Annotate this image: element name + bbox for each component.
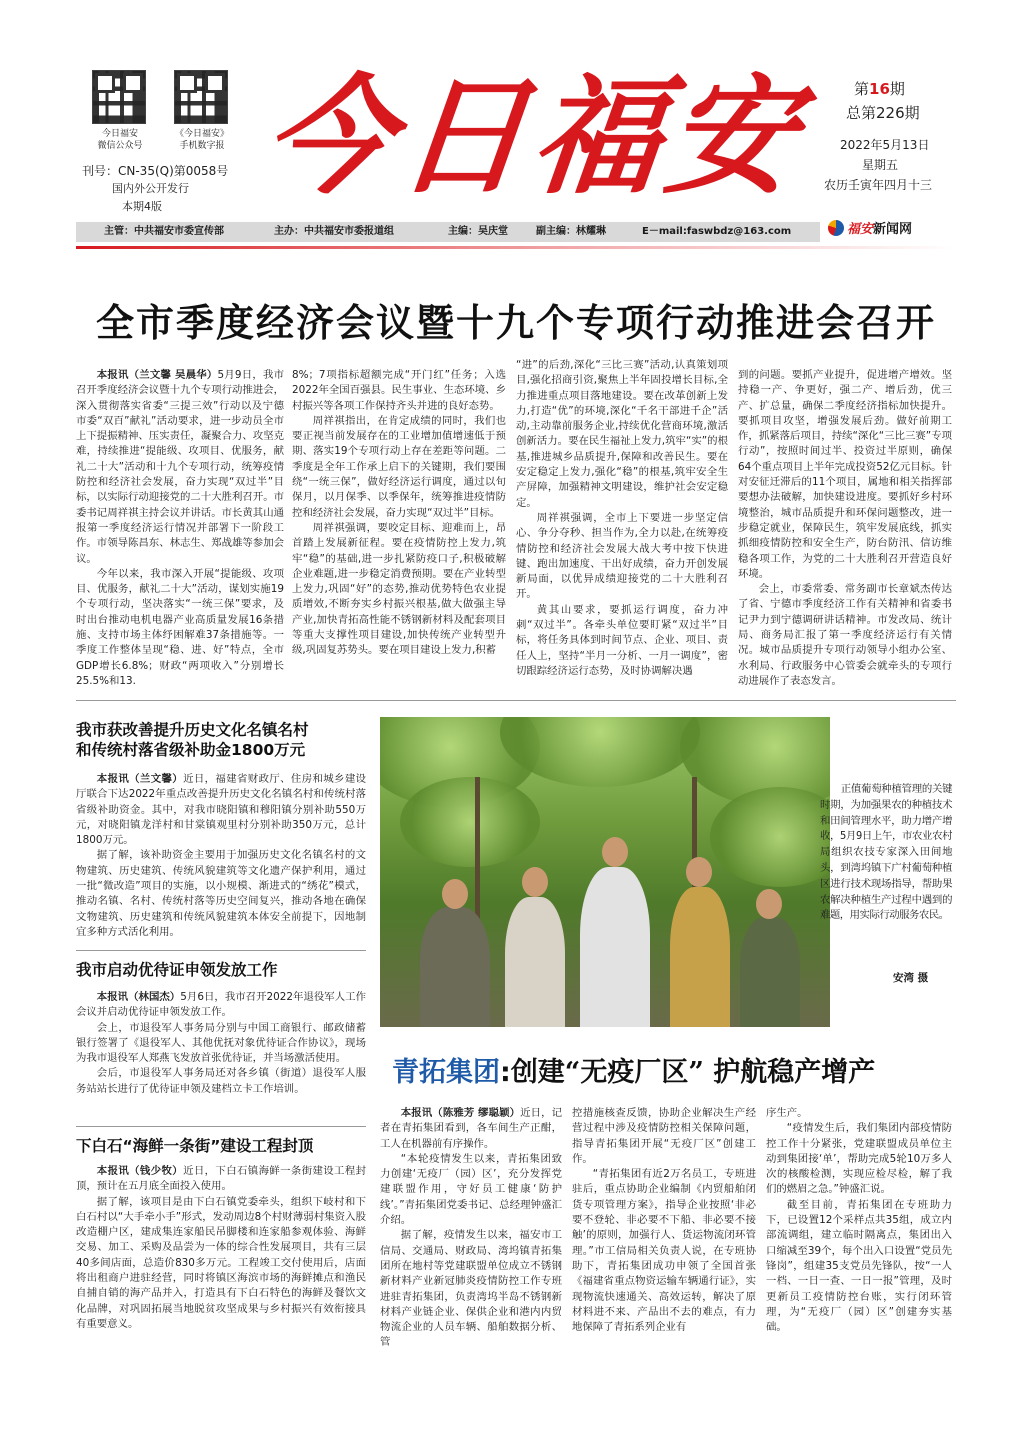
article-3-p1: 5月6日，我市召开2022年退役军人工作会议并启动优待证申领发放工作。	[76, 991, 366, 1019]
article-5-p5: “青拓集团有近2万名员工，专班进驻后，重点协助企业编制《内贸船舶闭货专项管理方案》，指导企业按照‘非必要不登轮、非必要不下船、非必要不接触’的原则，加强行人、货运物流闭环管理。”市工信局相关负责人说，在专班协助下，青拓集团成功申领了全国首张《福建省重点物资运输车辆通行证》，实现物流快速通关、高效运转，解决了原材料进不来、产品出不去的难点，有力地保障了青拓系列企业有	[572, 1168, 756, 1334]
article-5-headline	[392, 1050, 875, 1089]
main-headline: 全市季度经济会议暨十九个专项行动推进会召开	[95, 301, 936, 345]
sponsor: 主管：中共福安市委宣传部	[104, 226, 224, 237]
issue-number-value: 16	[869, 80, 890, 98]
photo-person-head	[686, 857, 712, 887]
article-4-p1: 近日，下白石镇海鲜一条街建设工程封顶，预计在五月底全面投入使用。	[76, 1165, 366, 1193]
editorial-info-bar	[76, 222, 820, 242]
net-logo-mark: 福安	[847, 222, 874, 237]
net-logo-label: 新闻网	[873, 222, 913, 237]
article-2-p2: 据了解，该补助资金主要用于加强历史文化名镇名村的文物建筑、历史建筑、传统风貌建筑等文化遗产保护利用，通过一批“微改造”项目的实施，以小规模、渐进式的“绣花”模式，推动名镇、名村、传统村落等历史空间复兴，推动各地在确保文物建筑、历史建筑和传统风貌建筑本体安全前提下，因地制宜多种方式活化利用。	[76, 849, 366, 938]
issue-suffix: 期	[889, 80, 905, 98]
article-2-byline: 本报讯（兰文馨）	[96, 773, 184, 785]
photo-person-head	[522, 867, 548, 897]
main-col1-p1: 5月9日，我市召开季度经济会议暨十九个专项行动推进会，深入贯彻落实省委“三提三效”行动以及宁德市委“双百”献礼”活动要求，进一步动员全市上下提振精神、压实责任，凝聚合力、攻坚克难，持续推进“提能级、攻项目、优服务，献礼二十大”活动和十九个专项行动，统筹疫情防控和经济社会发展，奋力实现“双过半”目标，以实际行动迎接党的二十大胜利召开。市委书记周祥祺主持会议并讲话。市长黄其山通报第一季度经济运行情况并部署下一阶段工作。市领导陈昌东、林志生、郑战雄等参加会议。	[76, 369, 284, 565]
main-col1-p2: 今年以来，我市深入开展“提能级、攻项目、优服务，献礼二十大”活动，谋划实施19个专项行动，坚决落实“一统三保”要求，及时出台推动电机电器产业高质量发展16条措施、支持市场主体纾困解难37条措施等。一季度工作整体呈现“稳、进、好”特点，全市GDP增长6.8%；财政“两项收入”分别增长25.5%和13.	[76, 567, 284, 686]
article-2-headline: 我市获改善提升历史文化名镇名村 和传统村落省级补助金1800万元	[76, 721, 309, 759]
article-4-p2: 据了解，该项目是由下白石镇党委牵头，组织下岐村和下白石村以“大手牵小手”形式，发动周边8个村财薄弱村集资入股改造棚户区，建成集连家船民吊脚楼和连家船参观体验、海鲜交易、加工、采购及品尝为一体的综合性发展项目，共有三层40多间店面，总造价830多万元。工程竣工交付使用后，店面将出租商户进驻经营，同时将镇区海滨市场的海鲜摊点和渔民自捕自销的海产品并入，打造具有下白石特色的海鲜及餐饮文化品牌，对巩固拓展当地脱贫攻坚成果与乡村振兴有效衔接具有重要意义。	[76, 1195, 366, 1330]
fuan-news-net-logo[interactable]	[828, 218, 912, 237]
article-5-p8: 截至目前，青拓集团在专班助力下，已设置12个采样点共35组，成立内部流调组，建立临时隔离点，集团出入口缩减至39个，每个出入口设置“党员先锋岗”，组建35支党员先锋队，按“一人一档、一日一查、一日一报”管理，及时更新员工疫情防控台账，实行闭环管理，为“无疫厂（园）区”创建夯实基础。	[766, 1198, 952, 1334]
article-5-col-1	[380, 1106, 562, 1362]
fuan-net-swirl-icon	[828, 220, 844, 236]
main-col2-p2: 周祥祺指出，在肯定成绩的同时，我们也要正视当前发展存在的工业增加值增速低于预期、落实19个专项行动上存在差距等问题。二季度是全年工作承上启下的关键期，我们要围绕“一统三保”，做好经济运行调度，通过以旬保月，以月保季、以季保年，统筹推进疫情防控和经济社会发展，奋力实现“双过半”目标。	[292, 414, 506, 519]
newspaper-logo: 今日福安	[257, 62, 809, 212]
main-col4-p2: 会上，市委常委、常务副市长章斌杰传达了省、宁德市季度经济工作有关精神和省委书记尹力到宁德调研讲话精神。市发改局、统计局、商务局汇报了第一季度经济运行有关情况。城市品质提升专项行动领导小组办公室、水利局、行政服务中心管委会就牵头的专项行动进展作了表态发言。	[738, 583, 952, 686]
article-5-col-3	[766, 1106, 952, 1362]
article-5-p1: 近日，记者在青拓集团看到，各车间生产正酣，工人在机器前有序操作。	[380, 1107, 562, 1150]
photo-person-head	[602, 837, 628, 867]
page-count: 本期4版	[122, 200, 162, 213]
main-col3-p1: “进”的后劲,深化“三比三赛”活动,认真策划项目,强化招商引资,聚焦上半年固投增长目标,全力推进重点项目落地建设。要在改革创新上发力,打造“优”的环境,深化“千名干部进千企”活动,主动靠前服务企业,持续优化营商环境,激活创新活力。要在民生福祉上发力,筑牢“实”的根基,推进城乡品质提升,保障和改善民生。要在安定稳定上发力,强化“稳”的根基,筑牢安全生产屏障，加强精神文明建设，维护社会安定稳定。	[516, 359, 728, 509]
digital-paper-qr-code[interactable]	[174, 70, 228, 124]
photo-person	[505, 897, 565, 1027]
article-5-p6: 序生产。	[766, 1107, 808, 1119]
photo-person	[670, 887, 730, 1027]
photo-foliage	[500, 717, 700, 787]
photo-foliage	[400, 777, 540, 867]
vineyard-photo	[380, 717, 830, 1027]
main-col3-p3: 黄其山要求，要抓运行调度，奋力冲刺“双过半”。各牵头单位要盯紧“双过半”目标，将任务具体到时间节点、企业、项目、责任人上，坚持“半月一分析、一月一调度”，密切跟踪经济运行态势，及时协调解决遇	[516, 603, 728, 677]
section-divider	[76, 700, 956, 701]
main-col3-p2: 周祥祺强调，全市上下要进一步坚定信心、争分夺秒、担当作为,全力以赴,在统筹疫情防控和经济社会发展大战大考中按下快进键、跑出加速度、干出好成绩，奋力开创发展新局面，以优异成绩迎接党的二十大胜利召开。	[516, 511, 728, 601]
email[interactable]: E－mail:faswbdz@163.com	[642, 226, 792, 237]
article-2-body	[76, 772, 366, 944]
article-5-p3: 据了解，疫情发生以来，福安市工信局、交通局、财政局、湾坞镇青拓集团所在地村等党建联盟单位成立不锈钢新材料产业新冠肺炎疫情防控工作专班进驻青拓集团，负责湾坞半岛不锈钢新材料产业链企业、保供企业和港内内贸物流企业的人员车辆、船舶数据分析、管	[380, 1229, 562, 1349]
main-byline: 本报讯（兰文馨 吴晨华）	[96, 369, 218, 381]
article-5-col-2	[572, 1106, 756, 1362]
article-3-p2: 会上，市退役军人事务局分别与中国工商银行、邮政储蓄银行签署了《退役军人、其他优抚对象优待证合作协议》，现场为我市退役军人郑燕飞发放首张优待证，并当场激活使用。	[76, 1021, 366, 1065]
main-col2-p3: 周祥祺强调，要咬定目标、迎难而上，昂首踏上发展新征程。要在疫情防控上发力,筑牢“稳”的基础,进一步扎紧防疫口子,积极破解企业难题,进一步稳定消费预期。要在产业转型上发力,巩固“好”的态势,推动优势特色农业提质增效,不断夯实乡村振兴根基,做大做强主导产业,加快青拓高性能不锈钢新材料及配套项目等重大支撑性项目建设,加快传统产业转型升级,巩固复苏势头。要在项目建设上发力,积蓄	[292, 521, 506, 657]
digital-paper-qr-caption: 《今日福安》 手机数字报	[174, 129, 229, 151]
wechat-qr-code[interactable]	[92, 70, 146, 124]
article-3-headline: 我市启动优待证申领发放工作	[76, 961, 278, 979]
masthead-divider	[76, 246, 956, 249]
article-5-headline-brand: 青拓集团	[392, 1057, 500, 1088]
photo-person-head	[756, 889, 782, 919]
article-5-byline: 本报讯（陈雅芳 缪聪颖）	[400, 1107, 521, 1119]
article-5-p2: “本轮疫情发生以来，青拓集团致力创建‘无疫厂（园）区’，充分发挥党建联盟作用，守好员工健康‘防护线’。”青拓集团党委书记、总经理钟盛汇介绍。	[380, 1152, 562, 1227]
article-3-divider	[76, 1126, 366, 1127]
main-article-col-4	[738, 368, 952, 686]
photo-person	[580, 867, 650, 1027]
article-2-p1: 近日，福建省财政厅、住房和城乡建设厅联合下达2022年重点改善提升历史文化名镇名村和传统村落省级补助资金。其中，对我市晓阳镇和穆阳镇分别补助550万元，对晓阳镇龙洋村和甘棠镇观里村分别补助350万元，总计1800万元。	[76, 773, 366, 847]
article-3-byline: 本报讯（林国杰）	[96, 991, 181, 1003]
article-4-headline: 下白石“海鲜一条街”建设工程封顶	[76, 1137, 314, 1155]
article-5-headline-colon: :	[500, 1057, 511, 1088]
organizer: 主办：中共福安市委报道组	[274, 226, 394, 237]
photo-foliage	[710, 787, 830, 887]
article-4-byline: 本报讯（钱少牧）	[96, 1165, 184, 1177]
photo-person	[420, 907, 490, 1027]
issue-prefix: 第	[854, 80, 870, 98]
issue-number	[854, 78, 905, 99]
issue-date: 2022年5月13日	[840, 138, 930, 152]
chief-editor: 主编：吴庆堂	[448, 226, 508, 237]
article-5-headline-rest: 创建“无疫厂区” 护航稳产增产	[510, 1057, 876, 1088]
main-col2-p1: 8%；7项指标超额完成“开门红”任务；入选2022年全国百强县。民生事业、生态环境、乡村振兴等各项工作保持齐头并进的良好态势。	[292, 369, 506, 412]
photo-person-head	[442, 879, 468, 909]
article-2-divider	[76, 950, 366, 951]
photo-caption: 正值葡萄种植管理的关键时期，为加强果农的种植技术和田间管理水平，助力增产增收，5月9日上午，市农业农村局组织农技专家深入田间地头，到湾坞镇下广村葡萄种植区进行技术现场指导，帮助果农解决种植生产过程中遇到的难题，用实际行动服务农民。	[820, 783, 952, 922]
main-article-col-3	[516, 358, 728, 686]
article-4-body	[76, 1164, 366, 1362]
article-5-p4: 控措施核查反馈，协助企业解决生产经营过程中涉及疫情防控相关保障问题，指导青拓集团开展“无疫厂区”创建工作。	[572, 1107, 756, 1165]
issue-weekday: 星期五	[862, 158, 899, 172]
distribution-note: 国内外公开发行	[112, 182, 189, 195]
main-article-col-1	[76, 368, 284, 686]
photo-credit: 安湾 摄	[893, 972, 929, 984]
main-article-col-2	[292, 368, 506, 686]
article-3-body	[76, 990, 366, 1124]
main-col4-p1: 到的问题。要抓产业提升，促进增产增效。坚持稳一产、争更好，强二产、增后劲，优三产、扩总量，确保二季度经济指标加快提升。要抓项目攻坚，增强发展后劲。做好前期工作，抓紧落后项目，持续“深化“三比三赛”专项行动”，按照时间过半、投资过半原则，确保64个重点项目上半年完成投资52亿元目标。针对安征迁滞后的11个项目，属地和相关指挥部要想办法破解，加快建设进度。要抓好乡村环境整治，城市品质提升和环保问题整改，进一步稳定就业，保障民生，筑牢发展底线，抓实抓细疫情防控和安全生产，防台防汛、信访维稳各项工作，为党的二十大胜利召开营造良好环境。	[738, 369, 952, 580]
total-issue: 总第226期	[846, 104, 920, 122]
lunar-date: 农历壬寅年四月十三	[824, 178, 933, 192]
wechat-qr-caption: 今日福安 微信公众号	[97, 129, 143, 151]
article-5-p7: “疫情发生后，我们集团内部疫情防控工作十分紧张，党建联盟成员单位主动到集团接‘单’，帮助完成5轮10万多人次的核酸检测，实现应检尽检，解了我们的燃眉之急。”钟盛汇说。	[766, 1122, 952, 1196]
deputy-editor: 副主编：林耀琳	[536, 226, 606, 237]
article-3-p3: 会后，市退役军人事务局还对各乡镇（街道）退役军人服务站站长进行了优待证申领及建档立卡工作培训。	[76, 1067, 366, 1095]
publication-number: 刊号：CN-35(Q)第0058号	[82, 164, 229, 178]
photo-person	[740, 917, 800, 1027]
